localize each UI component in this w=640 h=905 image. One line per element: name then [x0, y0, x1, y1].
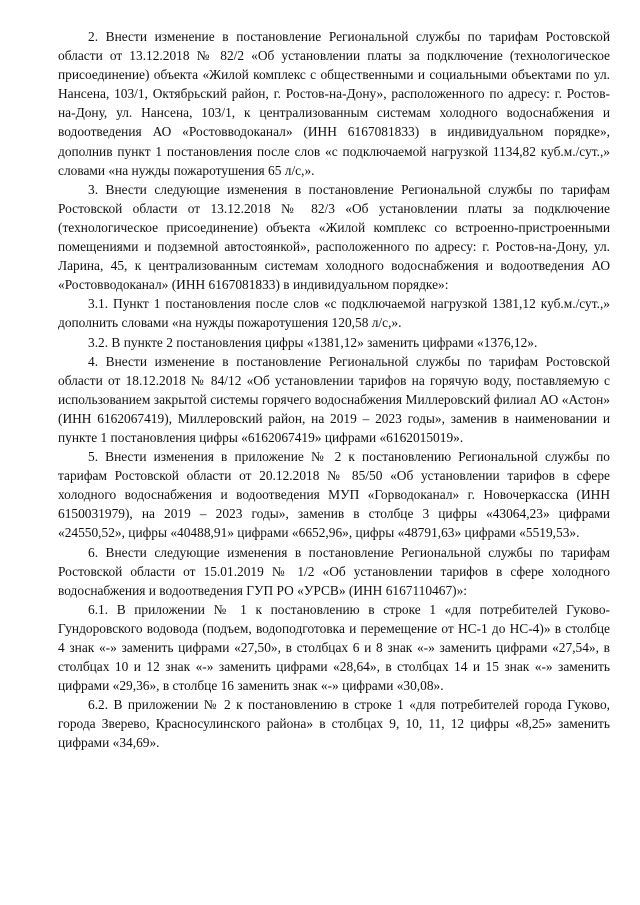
document-page [58, 27, 610, 753]
paragraph-2: 2. Внести изменение в постановление Региональной службы по тарифам Ростовской области от 13.12.2018 № 82/2 «Об установлении платы за подключение (технологическое присоединение) объекта «Жилой комплекс с общественными и социальными объектами по ул. Нансена, 103/1, Октябрьский район, г. Ростов-на-Дону», расположенного по адресу: г. Ростов-на-Дону, ул. Нансена, 103/1, к централизованным системам холодного водоснабжения и водоотведения АО «Ростовводоканал» (ИНН 6167081833) в индивидуальном порядке», дополнив пункт 1 постановления после слов «с подключаемой нагрузкой 1134,82 куб.м./сут.,» словами «на нужды пожаротушения 65 л/с,». [58, 29, 610, 178]
paragraph-5: 5. Внести изменения в приложение № 2 к постановлению Региональной службы по тарифам Ростовской области от 20.12.2018 № 85/50 «Об установлении тарифов в сфере холодного водоснабжения и водоотведения МУП «Горводоканал» г. Новочеркасска (ИНН 6150031979), на 2019 – 2023 годы», заменив в столбце 3 цифры «43064,23» цифрами «24550,52», цифры «40488,91» цифрами «6652,96», цифры «48791,63» цифрами «5519,53». [58, 449, 610, 541]
paragraph-6-1: 6.1. В приложении № 1 к постановлению в строке 1 «для потребителей Гуково-Гундоровского водовода (подъем, водоподготовка и перемещение от НС-1 до НС-4)» в столбце 4 знак «-» заменить цифрами «27,50», в столбцах 6 и 8 знак «-» заменить цифрами «27,54», в столбцах 10 и 12 знак «-» заменить цифрами «28,64», в столбцах 14 и 15 знак «-» заменить цифрами «29,36», в столбце 16 заменить знак «-» цифрами «30,08». [58, 601, 610, 694]
paragraph-3-2: 3.2. В пункте 2 постановления цифры «1381,12» заменить цифрами «1376,12». [88, 334, 538, 350]
paragraph-3-1: 3.1. Пункт 1 постановления после слов «с подключаемой нагрузкой 1381,12 куб.м./сут.,» дополнить словами «на нужды пожаротушения 120,58 л/с,». [58, 296, 610, 331]
paragraph-4: 4. Внести изменение в постановление Региональной службы по тарифам Ростовской области от 18.12.2018 № 84/12 «Об установлении тарифов на горячую воду, поставляемую с использованием закрытой системы горячего водоснабжения Миллеровский филиал АО «Астон» (ИНН 6162067419), Миллеровский район, на 2019 – 2023 годы», заменив в наименовании и пункте 1 постановления цифры «6162067419» цифрами «6162015019». [58, 353, 610, 445]
paragraph-6-2: 6.2. В приложении № 2 к постановлению в строке 1 «для потребителей города Гуково, города Зверево, Красносулинского района» в столбцах 9, 10, 11, 12 цифры «8,25» заменить цифрами «34,69». [58, 697, 610, 751]
paragraph-3: 3. Внести следующие изменения в постановление Региональной службы по тарифам Ростовской области от 13.12.2018 № 82/3 «Об установлении платы за подключение (технологическое присоединение) объекта «Жилой комплекс со встроенно-пристроенными помещениями и подземной автостоянкой», расположенного по адресу: г. Ростов-на-Дону, ул. Ларина, 45, к централизованным системам холодного водоснабжения и водоотведения АО «Ростовводоканал» (ИНН 6167081833) в индивидуальном порядке»: [58, 181, 610, 293]
paragraph-6: 6. Внести следующие изменения в постановление Региональной службы по тарифам Ростовской области от 15.01.2019 № 1/2 «Об установлении тарифов в сфере холодного водоснабжения и водоотведения ГУП РО «УРСВ» (ИНН 6167110467)»: [58, 544, 610, 598]
